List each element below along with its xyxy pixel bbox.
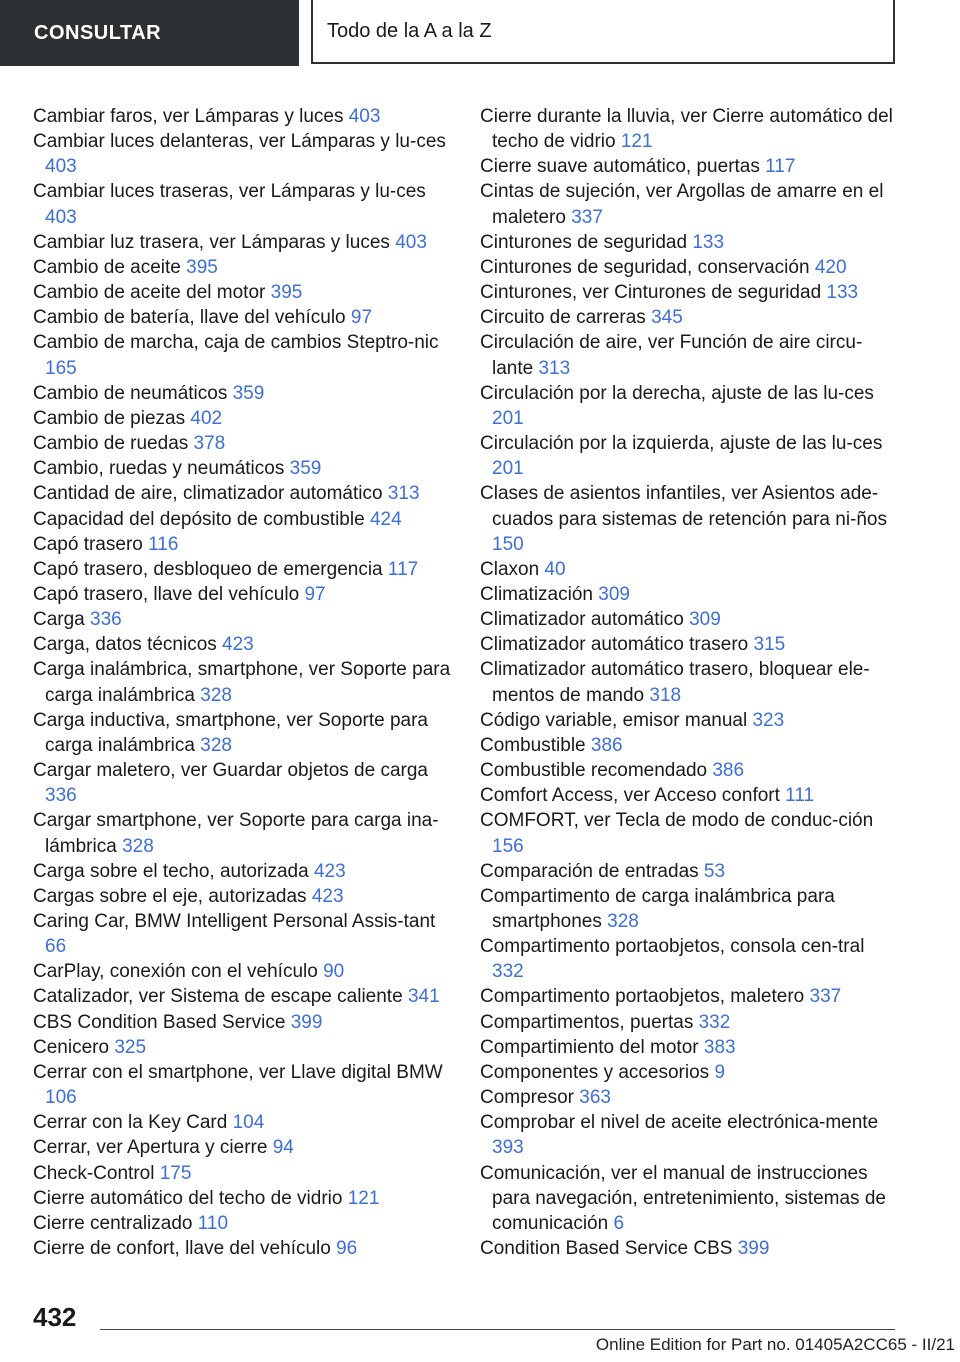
page-reference-link[interactable]: 117 [765,156,796,178]
index-entry-text: Cambiar luces traseras, ver Lámparas y lu-ces [33,181,426,203]
page-reference-link[interactable]: 313 [387,483,420,505]
index-entry-text: Cambio de batería, llave del vehículo [33,307,351,329]
index-entry [33,129,453,179]
page-reference-link[interactable]: 403 [348,106,381,127]
page-reference-link[interactable]: 403 [45,206,77,228]
index-entry [480,1085,900,1110]
index-entry [33,557,453,582]
page-reference-link[interactable]: 337 [809,986,842,1008]
page-reference-link[interactable]: 345 [651,307,683,329]
page-reference-link[interactable]: 40 [544,558,566,580]
page-reference-link[interactable]: 133 [826,282,859,304]
page-reference-link[interactable]: 201 [492,458,524,480]
index-entry-text: Cinturones, ver Cinturones de seguridad [480,282,827,304]
index-entry [480,330,900,380]
index-entry [480,708,900,733]
page-reference-link[interactable]: 399 [290,1011,323,1033]
index-entry [480,1035,900,1060]
index-entry [33,1135,453,1160]
page-reference-link[interactable]: 359 [289,458,322,480]
page-reference-link[interactable]: 403 [395,231,427,253]
page-reference-link[interactable]: 117 [387,558,419,580]
page-reference-link[interactable]: 328 [200,734,232,756]
index-entry [33,179,453,229]
index-entry [33,230,453,255]
index-entry-text: Claxon [480,558,545,580]
page-reference-link[interactable]: 96 [336,1238,358,1260]
page-reference-link[interactable]: 175 [159,1162,192,1184]
index-column-right [480,104,900,1261]
index-entry-text: Cinturones de seguridad [480,231,693,253]
index-entry [480,1010,900,1035]
index-entry [480,280,900,305]
index-entry [33,507,453,532]
index-entry-text: Comprobar el nivel de aceite electrónica-mente [480,1112,879,1134]
index-entry [480,179,900,229]
index-entry-text: Climatización [480,583,599,605]
index-entry-text: Comparación de entradas [480,860,704,882]
index-entry [480,607,900,632]
page-reference-link[interactable]: 121 [347,1187,380,1209]
index-entry-text: Cierre suave automático, puertas [480,156,766,178]
index-entry [480,381,900,431]
index-entry [33,708,453,758]
index-entry-text: Compartimento portaobjetos, maletero [480,986,810,1008]
index-entry [480,154,900,179]
index-entry-text: Comunicación, ver el manual de instrucciones para navegación, entretenimiento, sistemas de comunicación [480,1162,886,1234]
index-entry-text: Condition Based Service CBS [480,1238,738,1260]
index-entry [480,808,900,858]
index-entry [33,481,453,506]
page-reference-link[interactable]: 328 [122,835,154,857]
index-entry-text: Cierre centralizado [33,1212,198,1234]
index-entry [33,1110,453,1135]
section-tab: CONSULTAR [0,0,299,66]
page-reference-link[interactable]: 399 [737,1238,770,1260]
index-entry [33,381,453,406]
page-reference-link[interactable]: 156 [492,835,524,857]
index-entry-text: Componentes y accesorios [480,1061,715,1083]
index-entry [33,330,453,380]
index-entry-text: Capó trasero, desbloqueo de emergencia [33,558,388,580]
page-reference-link[interactable]: 325 [114,1036,147,1058]
index-entry [480,934,900,984]
index-entry [33,1236,453,1261]
index-entry-text: Cargar maletero, ver Guardar objetos de carga [33,760,428,782]
index-entry-text: Climatizador automático [480,609,690,631]
index-entry [33,1060,453,1110]
index-entry-text: Cambio de neumáticos [33,382,233,404]
page-reference-link[interactable]: 395 [270,282,303,304]
page-header [0,0,960,66]
index-entry [33,607,453,632]
index-column-left [33,104,453,1261]
page-reference-link[interactable]: 423 [313,860,346,882]
page-reference-link[interactable]: 336 [45,785,77,807]
index-entry-text: Compresor [480,1087,580,1109]
index-entry [33,1035,453,1060]
index-entry-text: Capó trasero, llave del vehículo [33,583,305,605]
index-entry-text: Compartimiento del motor [480,1036,704,1058]
page-reference-link[interactable]: 423 [222,634,254,656]
index-entry-text: Cierre durante la lluvia, ver Cierre automático del techo de vidrio [480,106,893,153]
page-reference-link[interactable]: 110 [197,1212,229,1234]
page-reference-link[interactable]: 309 [598,583,630,605]
page-reference-link[interactable]: 383 [703,1036,736,1058]
page-reference-link[interactable]: 423 [311,885,344,907]
page-reference-link[interactable]: 386 [712,760,745,782]
index-entry-text: Cerrar, ver Apertura y cierre [33,1137,273,1159]
index-entry-text: Cambiar faros, ver Lámparas y luces [33,106,349,127]
index-entry-text: Cierre automático del techo de vidrio [33,1187,348,1209]
index-entry-text: Combustible recomendado [480,760,713,782]
index-entry [480,783,900,808]
index-entry [480,1060,900,1085]
index-entry-text: Capó trasero [33,533,149,555]
index-entry-text: Circulación por la derecha, ajuste de las lu-ces [480,382,874,404]
index-entry [480,884,900,934]
page-reference-link[interactable]: 403 [45,156,77,178]
index-entry-text: Cerrar con el smartphone, ver Llave digital BMW [33,1061,443,1083]
page-reference-link[interactable]: 332 [492,961,524,983]
index-entry-text: Cierre de confort, llave del vehículo [33,1238,337,1260]
index-entry-text: Cambio, ruedas y neumáticos [33,458,290,480]
index-entry-text: CarPlay, conexión con el vehículo [33,961,324,983]
page-number: 432 [33,1302,77,1332]
page-reference-link[interactable]: 337 [571,206,603,228]
index-entry-text: Capacidad del depósito de combustible [33,508,370,530]
index-entry-text: Climatizador automático trasero, bloquear ele-mentos de mando [480,659,870,706]
index-entry-text: Cerrar con la Key Card [33,1112,233,1134]
index-entry-text: Cambio de aceite del motor [33,282,271,304]
index-entry [33,582,453,607]
index-entry-text: Clases de asientos infantiles, ver Asientos ade-cuados para sistemas de retención para ni-ños [480,483,888,530]
index-entry-text: Comfort Access, ver Acceso confort [480,785,786,807]
index-entry [480,1236,900,1261]
index-entry [33,884,453,909]
index-entry [480,557,900,582]
index-entry [33,280,453,305]
index-entry-text: COMFORT, ver Tecla de modo de conduc-ción [480,810,874,832]
index-entry-text: Código variable, emisor manual [480,709,753,731]
chapter-title: Todo de la A a la Z [311,0,895,64]
page-reference-link[interactable]: 165 [45,357,77,379]
index-entry [480,859,900,884]
page-reference-link[interactable]: 336 [90,609,122,631]
page-reference-link[interactable]: 104 [232,1112,265,1134]
index-entry-text: Cargas sobre el eje, autorizadas [33,885,312,907]
page-reference-link[interactable]: 133 [692,231,725,253]
page-reference-link[interactable]: 106 [45,1087,77,1109]
page-reference-link[interactable]: 66 [45,936,67,958]
page-reference-link[interactable]: 341 [407,986,440,1008]
index-entry [33,959,453,984]
index-entry-text: Carga inalámbrica, smartphone, ver Soporte para carga inalámbrica [33,659,451,706]
page-reference-link[interactable]: 201 [492,407,524,429]
page-reference-link[interactable]: 53 [703,860,726,882]
index-entry-text: Cinturones de seguridad, conservación [480,256,815,278]
index-entry [33,1211,453,1236]
index-entry [480,104,900,154]
page-reference-link[interactable]: 111 [785,785,815,807]
index-entry-text: Cambio de ruedas [33,433,194,455]
index-entry-text: CBS Condition Based Service [33,1011,291,1033]
index-entry-text: Cintas de sujeción, ver Argollas de amarre en el maletero [480,181,884,228]
index-entry-text: Cambio de aceite [33,256,187,278]
index-entry [480,733,900,758]
index-entry [33,859,453,884]
page-reference-link[interactable]: 97 [350,307,373,329]
index-entry-text: Catalizador, ver Sistema de escape caliente [33,986,408,1008]
page-reference-link[interactable]: 121 [620,131,653,153]
index-entry [480,632,900,657]
page-reference-link[interactable]: 9 [714,1061,726,1083]
page-reference-link[interactable]: 402 [190,407,223,429]
index-entry-text: Carga sobre el techo, autorizada [33,860,314,882]
page-reference-link[interactable]: 359 [232,382,265,404]
index-entry [33,104,453,129]
index-entry-text: Cambio de marcha, caja de cambios Steptro-nic [33,332,439,354]
page-reference-link[interactable]: 386 [590,734,623,756]
index-entry-text: Compartimentos, puertas [480,1011,699,1033]
page-reference-link[interactable]: 424 [369,508,402,530]
index-entry-text: Compartimento de carga inalámbrica para smartphones [480,885,835,932]
index-entry-text: Cenicero [33,1036,115,1058]
index-entry [33,758,453,808]
index-entry [480,255,900,280]
page-reference-link[interactable]: 313 [538,357,571,379]
index-entry [33,1010,453,1035]
index-entry [480,305,900,330]
index-entry-text: Compartimento portaobjetos, consola cen-tral [480,936,865,958]
index-entry-text: Cambio de piezas [33,407,191,429]
index-entry [33,909,453,959]
page-reference-link[interactable]: 90 [323,961,345,983]
index-entry-text: Circuito de carreras [480,307,652,329]
index-entry [480,481,900,556]
index-entry-text: Combustible [480,734,591,756]
index-entry-text: Cambiar luces delanteras, ver Lámparas y lu-ces [33,131,446,153]
index-entry [33,808,453,858]
page-reference-link[interactable]: 116 [148,533,179,555]
index-entry-text: Check-Control [33,1162,160,1184]
index-entry [480,984,900,1009]
page-reference-link[interactable]: 150 [492,533,524,555]
page-reference-link[interactable]: 94 [272,1137,294,1159]
index-entry [480,758,900,783]
index-entry-text: Climatizador automático trasero [480,634,754,656]
index-entry [480,431,900,481]
index-entry-text: Carga [33,609,91,631]
index-entry [33,657,453,707]
page-reference-link[interactable]: 332 [698,1011,731,1033]
index-entry [33,456,453,481]
page-reference-link[interactable]: 378 [193,433,226,455]
index-entry-text: Cantidad de aire, climatizador automático [33,483,388,505]
index-entry-text: Cambiar luz trasera, ver Lámparas y luces [33,231,396,253]
index-entry [480,1161,900,1236]
index-entry [480,582,900,607]
page-reference-link[interactable]: 318 [649,684,682,706]
index-entry [480,657,900,707]
index-entry [33,984,453,1009]
index-entry [33,406,453,431]
index-entry [33,1186,453,1211]
page-reference-link[interactable]: 420 [814,256,847,278]
index-entry [480,230,900,255]
page-reference-link[interactable]: 393 [492,1137,524,1159]
index-entry-text: Cargar smartphone, ver Soporte para carga ina-lámbrica [33,810,439,857]
index-entry-text: Carga inductiva, smartphone, ver Soporte para carga inalámbrica [33,709,428,756]
page-reference-link[interactable]: 363 [579,1087,611,1109]
index-entry [33,632,453,657]
page-reference-link[interactable]: 309 [689,609,721,631]
page-reference-link[interactable]: 323 [752,709,785,731]
index-entry-text: Circulación por la izquierda, ajuste de las lu-ces [480,433,883,455]
index-entry [33,255,453,280]
footer-divider [100,1329,895,1330]
index-entry [33,532,453,557]
index-entry [33,1161,453,1186]
page-reference-link[interactable]: 6 [613,1212,625,1234]
index-entry-text: Carga, datos técnicos [33,634,223,656]
index-entry-text: Caring Car, BMW Intelligent Personal Assis-tant [33,911,436,932]
page-reference-link[interactable]: 315 [753,634,786,656]
index-entry [33,431,453,456]
index-entry-text: Circulación de aire, ver Función de aire circu-lante [480,332,863,379]
footer-edition: Online Edition for Part no. 01405A2CC65 - II/21 [595,1335,955,1354]
page-reference-link[interactable]: 328 [200,684,232,706]
page-reference-link[interactable]: 97 [304,583,326,605]
index-entry [480,1110,900,1160]
index-entry [33,305,453,330]
page-reference-link[interactable]: 395 [186,256,218,278]
page-reference-link[interactable]: 328 [607,911,639,932]
